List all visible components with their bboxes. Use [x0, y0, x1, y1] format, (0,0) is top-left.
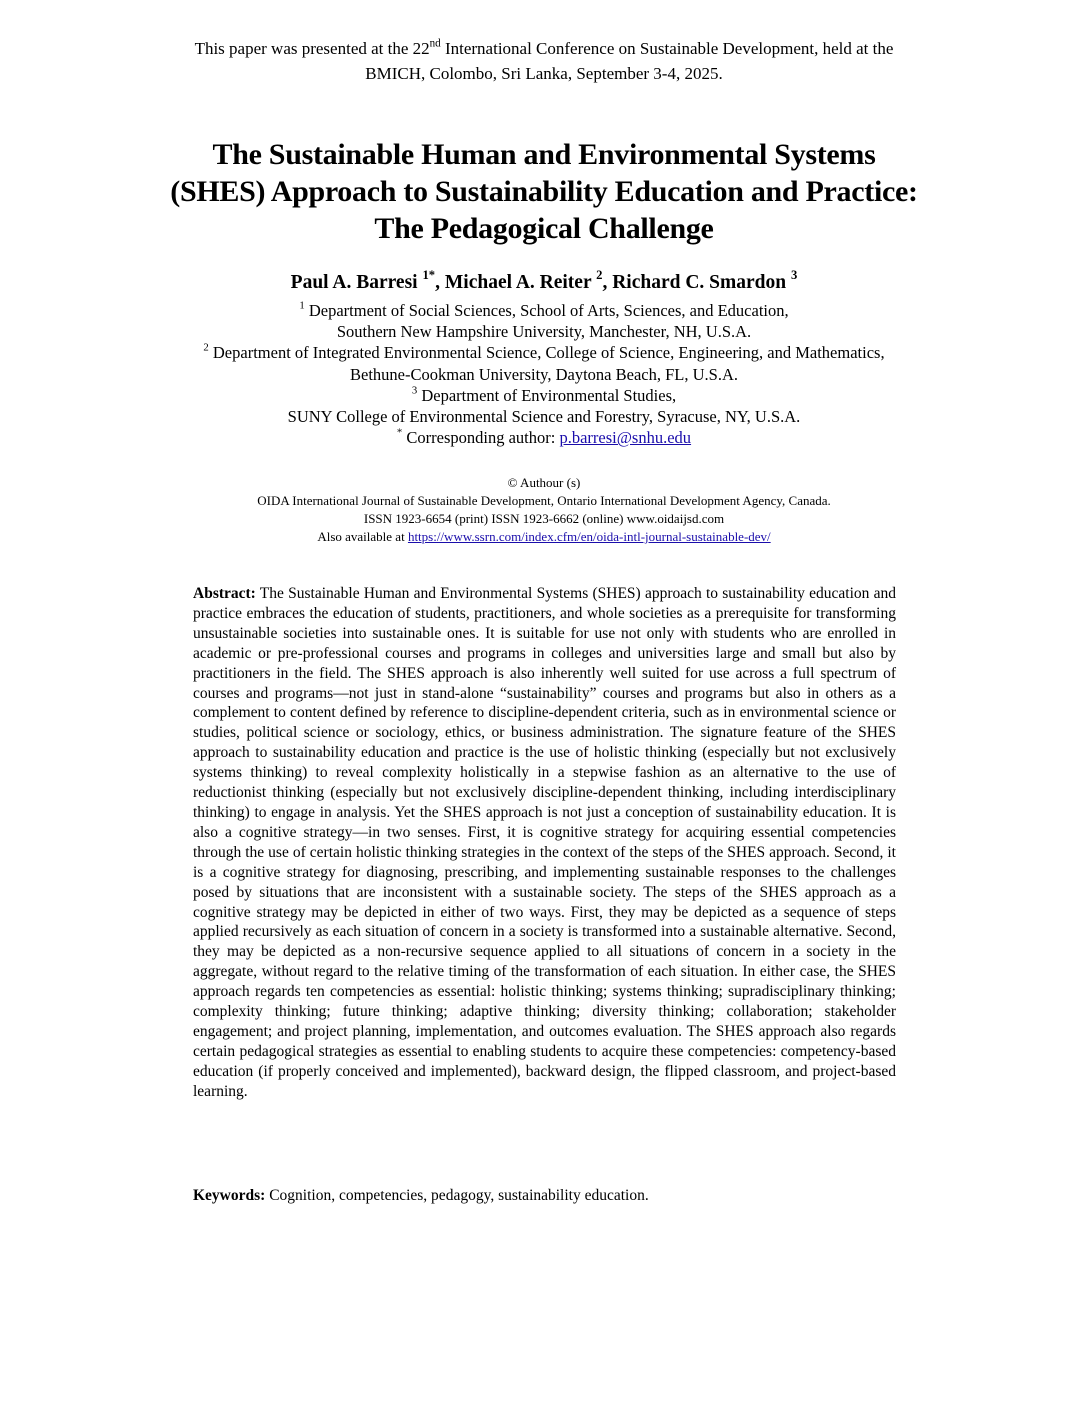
affiliation-2-line-2: Bethune-Cookman University, Daytona Beach, FL, U.S.A. [350, 364, 738, 384]
ssrn-link[interactable]: https://www.ssrn.com/index.cfm/en/oida-intl-journal-sustainable-dev/ [407, 529, 771, 544]
issn-line: ISSN 1923-6654 (print) ISSN 1923-6662 (online) www.oidaijsd.com [363, 511, 725, 526]
abstract [193, 584, 896, 1102]
affiliations [120, 300, 968, 448]
copyright-line: © Authour (s) [507, 475, 581, 490]
conference-note [140, 36, 948, 86]
affiliation-1: $^1$ Department of Social Sciences, School of Arts, Sciences, and Education, [299, 299, 789, 320]
keywords [193, 1186, 896, 1206]
affiliation-3: $^3$ Department of Environmental Studies, [411, 384, 677, 405]
title-line-3: The Pedagogical Challenge [374, 212, 714, 245]
title-line-2: (SHES) Approach to Sustainability Education and Practice: [170, 175, 918, 208]
keywords-text: Cognition, competencies, pedagogy, sustainability education. [265, 1187, 649, 1204]
affiliation-3-line-2: SUNY College of Environmental Science and Forestry, Syracuse, NY, U.S.A. [287, 407, 801, 427]
affiliation-1-line-2: Southern New Hampshire University, Manchester, NH, U.S.A. [336, 322, 752, 342]
also-available-line: Also available at https://www.ssrn.com/index.cfm/en/oida-intl-journal-sustainable-dev/ [317, 529, 771, 544]
abstract-text: The Sustainable Human and Environmental Systems (SHES) approach to sustainability education and practice embraces the education of students, practitioners, and whole societies as a prerequisite for transforming unsustainable societies into sustainable ones. It is suitable for use not only with students who are enrolled in academic or pre-professional courses and programs in colleges and universities large and small but also by practitioners in the field. The SHES approach is also inherently well suited for use across a full spectrum of courses and programs—not just in stand-alone “sustainability” courses and programs but also in others as a complement to content defined by reference to discipline-dependent criteria, such as in environmental science or studies, political science or sociology, ethics, or business administration. The signature feature of the SHES approach to sustainability education and practice is the use of holistic thinking (especially but not exclusively systems thinking) to reveal complexity holistically in a stepwise fashion as an alternative to the use of reductionist thinking (especially but not exclusively discipline-dependent thinking, including interdisciplinary thinking) to engage in analysis. Yet the SHES approach is not just a conception of sustainability education. It is also a cognitive strategy—in two senses. First, it is cognitive strategy for acquiring essential competencies through the use of certain holistic thinking strategies in the context of the steps of the SHES approach. Second, it is a cognitive strategy for diagnosing, prescribing, and implementing sustainable responses to the challenges posed by situations that are inconsistent with a sustainable society. The steps of the SHES approach as a cognitive strategy may be depicted in either of two ways. First, they may be depicted as a sequence of steps applied recursively as each situation of concern in a society is transformed into a sustainable alternative. Second, they may be depicted as a non-recursive sequence applied to all situations of concern in a society in the aggregate, without regard to the relative timing of the transformation of each situation. In either case, the SHES approach regards ten competencies as essential: holistic thinking; systems thinking; supradisciplinary thinking; complexity thinking; future thinking; adaptive thinking; diversity thinking; collaboration; stakeholder engagement; and project planning, implementation, and outcomes evaluation. The SHES approach also regards certain pedagogical strategies as essential to enabling students to acquire these competencies: competency-based education (if properly conceived and implemented), backward design, the flipped classroom, and project-based learning. [193, 585, 896, 1100]
title-line-1: The Sustainable Human and Environmental Systems [212, 138, 876, 171]
abstract-label: Abstract: [193, 585, 256, 602]
author-list: Paul A. Barresi $^{1*}$, Michael A. Reiter $^2$, Richard C. Smardon $^3$ [290, 268, 798, 293]
conference-note-line-2: BMICH, Colombo, Sri Lanka, September 3-4, 2025. [365, 64, 723, 83]
corresponding-author: * Corresponding author: p.barresi@snhu.edu [396, 426, 692, 448]
author: Richard C. Smardon $^3$ [612, 268, 798, 293]
journal-info [140, 474, 948, 546]
paper-title [120, 136, 968, 247]
keywords-label: Keywords: [193, 1187, 266, 1204]
conference-note-line-1: This paper was presented at the 22nd International Conference on Sustainable Development, held at the [194, 37, 894, 58]
author: Michael A. Reiter $^2$ [444, 268, 603, 293]
journal-name-line: OIDA International Journal of Sustainable Development, Ontario International Development Agency, Canada. [257, 493, 831, 508]
affiliation-2: $^2$ Department of Integrated Environmental Science, College of Science, Engineering, and Mathematics, [203, 341, 885, 363]
author: Paul A. Barresi $^{1*}$ [290, 268, 436, 293]
email-link[interactable]: p.barresi@snhu.edu [559, 428, 692, 448]
